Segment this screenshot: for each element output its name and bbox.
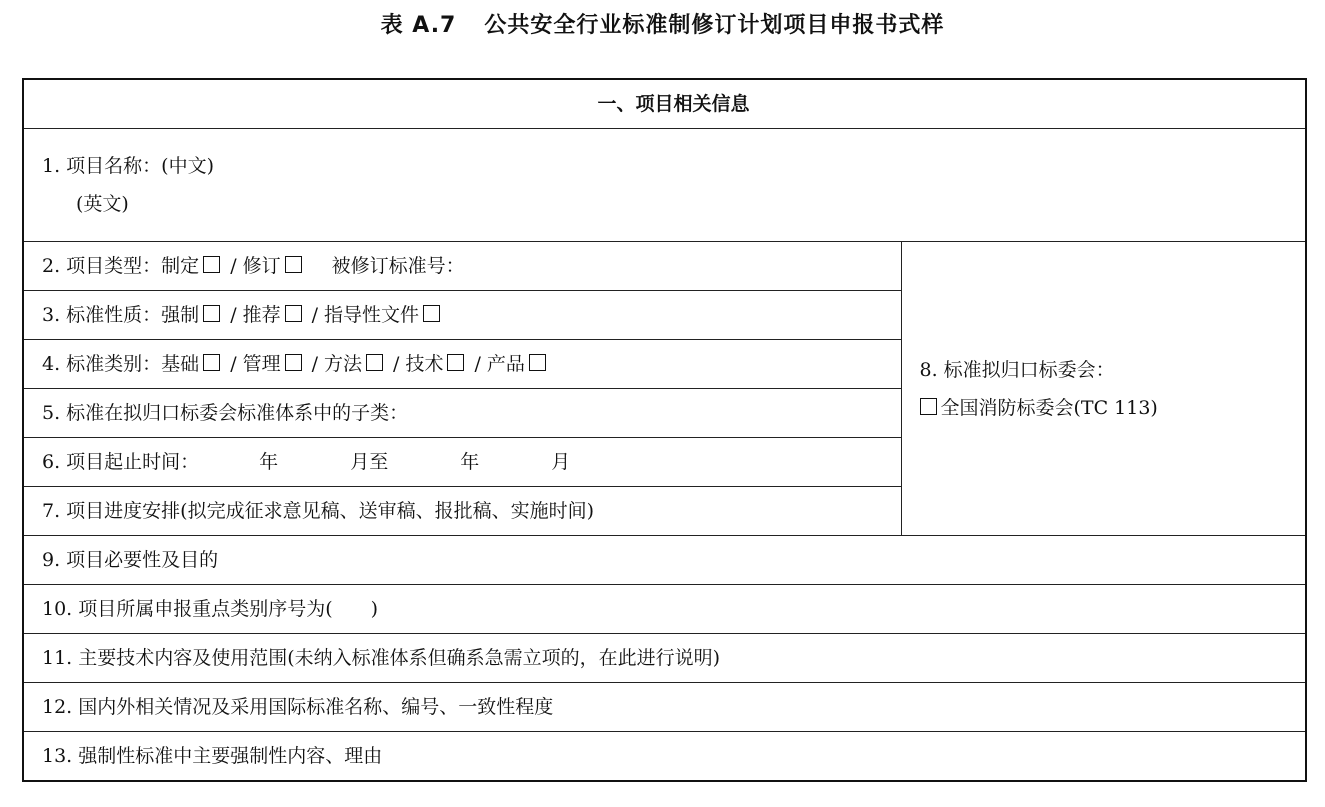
category-method-checkbox[interactable] bbox=[366, 354, 383, 371]
mandatory-content-row[interactable] bbox=[23, 732, 1306, 782]
table-number: 表 A.7 bbox=[380, 13, 457, 38]
type-formulate-checkbox[interactable] bbox=[203, 256, 220, 273]
category-technology-checkbox[interactable] bbox=[447, 354, 464, 371]
committee-label: 8. 标准拟归口标委会： bbox=[919, 358, 1115, 381]
nature-recommended-checkbox[interactable] bbox=[285, 305, 302, 322]
project-period-label: 6. 项目起止时间： bbox=[42, 451, 200, 473]
committee-tc113-checkbox[interactable] bbox=[920, 398, 937, 415]
project-name-chinese-label: 1. 项目名称：(中文) bbox=[42, 155, 214, 177]
category-basic-label: 基础 bbox=[161, 353, 200, 375]
schedule-label: 7. 项目进度安排(拟完成征求意见稿、送审稿、报批稿、实施时间) bbox=[42, 500, 594, 522]
project-name-english-label: (英文) bbox=[76, 193, 129, 215]
category-management-label: 管理 bbox=[242, 353, 281, 375]
table-title bbox=[0, 8, 1325, 39]
section-header: 一、项目相关信息 bbox=[23, 79, 1306, 129]
nature-recommended-label: 推荐 bbox=[242, 304, 281, 326]
international-status-row[interactable] bbox=[23, 683, 1306, 732]
separator: / bbox=[474, 353, 481, 375]
category-technology-label: 技术 bbox=[405, 353, 444, 375]
project-period-row[interactable] bbox=[23, 438, 901, 487]
category-basic-checkbox[interactable] bbox=[203, 354, 220, 371]
committee-cell bbox=[901, 242, 1306, 536]
separator: / bbox=[393, 353, 400, 375]
nature-guidance-label: 指导性文件 bbox=[324, 304, 420, 326]
category-product-checkbox[interactable] bbox=[529, 354, 546, 371]
application-form-table bbox=[22, 78, 1307, 782]
type-revise-checkbox[interactable] bbox=[285, 256, 302, 273]
separator: / bbox=[230, 353, 237, 375]
standard-category-label: 4. 标准类别： bbox=[42, 353, 162, 375]
nature-mandatory-checkbox[interactable] bbox=[203, 305, 220, 322]
separator: / bbox=[230, 304, 237, 326]
nature-guidance-checkbox[interactable] bbox=[423, 305, 440, 322]
start-year-unit: 年 bbox=[259, 451, 279, 473]
standard-nature-label: 3. 标准性质： bbox=[42, 304, 162, 326]
subcategory-row[interactable] bbox=[23, 389, 901, 438]
separator: / bbox=[230, 255, 237, 277]
category-method-label: 方法 bbox=[324, 353, 363, 375]
end-month-unit: 月 bbox=[551, 451, 571, 473]
schedule-row[interactable] bbox=[23, 487, 901, 536]
technical-content-label: 11. 主要技术内容及使用范围(未纳入标准体系但确系急需立项的，在此进行说明) bbox=[42, 647, 721, 669]
standard-nature-row bbox=[23, 291, 901, 340]
necessity-label: 9. 项目必要性及目的 bbox=[42, 549, 219, 571]
priority-category-row[interactable] bbox=[23, 585, 1306, 634]
project-type-row bbox=[23, 242, 901, 291]
committee-tc113-label: 全国消防标委会(TC 113) bbox=[940, 396, 1158, 419]
priority-category-label: 10. 项目所属申报重点类别序号为( ) bbox=[42, 598, 379, 620]
start-month-to-unit: 月至 bbox=[350, 451, 389, 473]
separator: / bbox=[311, 304, 319, 326]
type-formulate-label: 制定 bbox=[161, 255, 200, 277]
standard-category-row bbox=[23, 340, 901, 389]
mandatory-content-label: 13. 强制性标准中主要强制性内容、理由 bbox=[42, 745, 383, 767]
type-revise-label: 修订 bbox=[242, 255, 281, 277]
separator: / bbox=[311, 353, 319, 375]
necessity-row[interactable] bbox=[23, 536, 1306, 585]
nature-mandatory-label: 强制 bbox=[161, 304, 200, 326]
table-title-text: 公共安全行业标准制修订计划项目申报书式样 bbox=[484, 13, 945, 38]
project-type-label: 2. 项目类型： bbox=[42, 255, 162, 277]
end-year-unit: 年 bbox=[460, 451, 480, 473]
category-product-label: 产品 bbox=[486, 353, 525, 375]
subcategory-label: 5. 标准在拟归口标委会标准体系中的子类： bbox=[42, 402, 409, 424]
technical-content-row[interactable] bbox=[23, 634, 1306, 683]
category-management-checkbox[interactable] bbox=[285, 354, 302, 371]
project-name-cell[interactable] bbox=[23, 129, 1306, 242]
revised-standard-no-label: 被修订标准号： bbox=[331, 255, 465, 277]
international-status-label: 12. 国内外相关情况及采用国际标准名称、编号、一致性程度 bbox=[42, 696, 554, 718]
